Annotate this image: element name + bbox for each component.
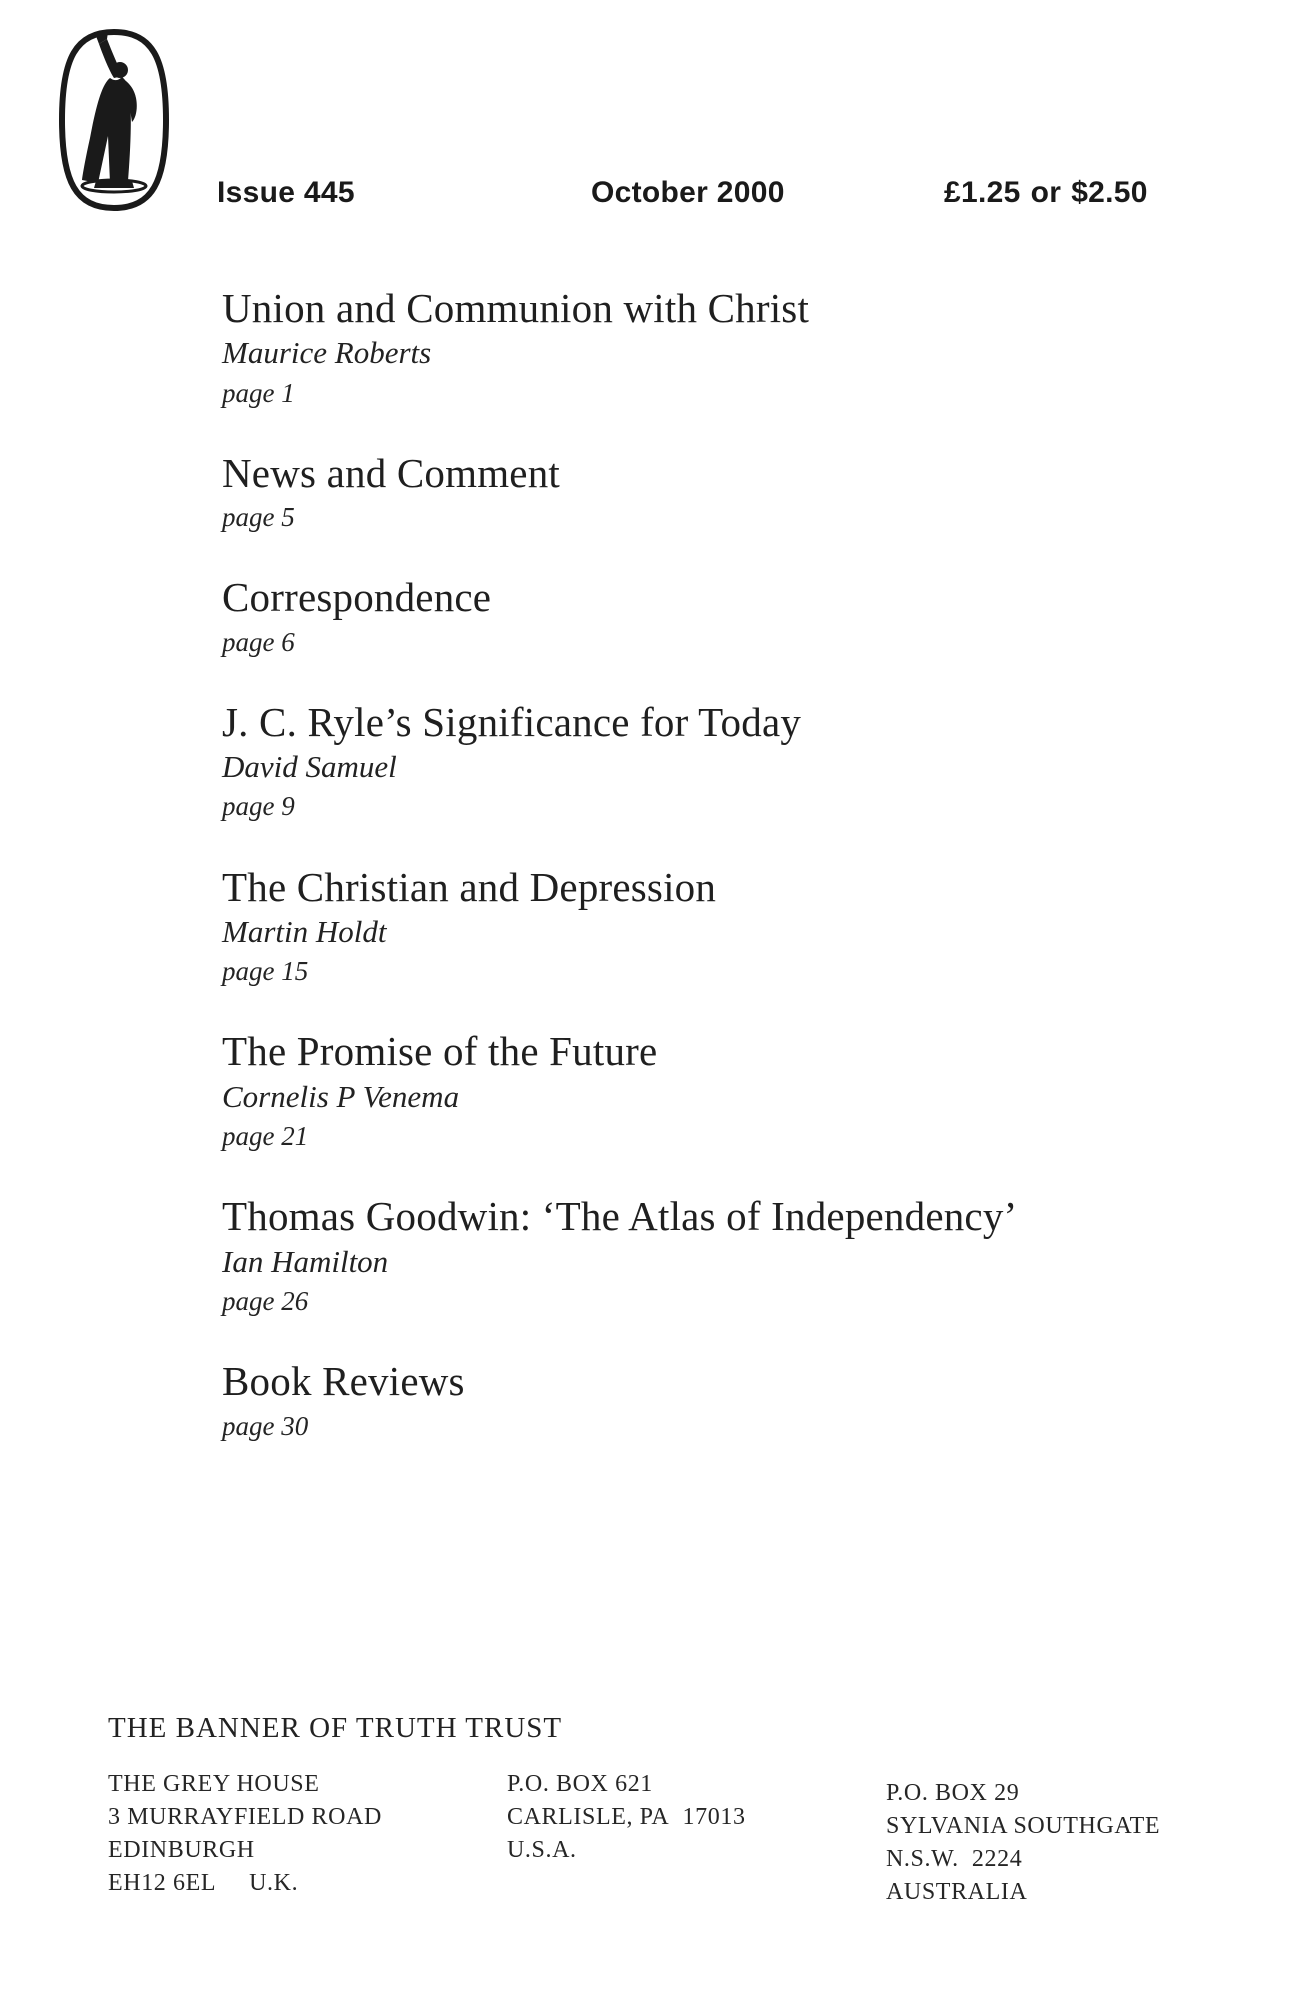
article-page-ref: page 30: [222, 1410, 309, 1441]
address-line: U.S.A.: [507, 1837, 577, 1863]
toc-entry: [222, 1194, 1182, 1317]
toc-entry: [222, 451, 1182, 533]
address-usa: [507, 1768, 746, 1867]
address-line: EH12 6EL U.K.: [108, 1870, 299, 1896]
toc-entry: [222, 865, 1182, 988]
issue-date: October 2000: [591, 176, 785, 209]
toc-entry: [222, 1029, 1182, 1152]
article-author: Cornelis P Venema: [222, 1078, 460, 1114]
article-page-ref: page 15: [222, 956, 309, 987]
article-page-ref: page 6: [222, 626, 295, 657]
article-page-ref: page 9: [222, 791, 295, 822]
price: [944, 176, 1148, 210]
article-author: Martin Holdt: [222, 913, 387, 949]
article-author: Ian Hamilton: [222, 1243, 389, 1279]
toc-entry: [222, 286, 1182, 409]
toc-entry: [222, 700, 1182, 823]
address-line: SYLVANIA SOUTHGATE: [886, 1813, 1161, 1839]
address-line: N.S.W. 2224: [886, 1846, 1023, 1872]
article-title: The Promise of the Future: [222, 1028, 658, 1075]
address-uk: [108, 1768, 382, 1900]
article-title: Correspondence: [222, 574, 492, 621]
article-title: Union and Communion with Christ: [222, 285, 810, 331]
article-page-ref: page 26: [222, 1286, 309, 1317]
price-pound: £1.25: [944, 176, 1021, 209]
article-page-ref: page 21: [222, 1121, 309, 1152]
toc-list: [222, 286, 1182, 1484]
article-title: The Christian and Depression: [222, 863, 717, 910]
article-title: Book Reviews: [222, 1358, 465, 1405]
publisher-name: THE BANNER OF TRUTH TRUST: [108, 1712, 563, 1744]
article-title: Thomas Goodwin: ‘The Atlas of Independency’: [222, 1193, 1018, 1240]
price-or: or: [1030, 176, 1062, 209]
toc-entry: [222, 1359, 1182, 1441]
preacher-emblem-logo: [52, 26, 176, 214]
address-line: P.O. BOX 621: [507, 1771, 653, 1797]
article-title: J. C. Ryle’s Significance for Today: [222, 698, 802, 745]
address-australia: [886, 1777, 1160, 1909]
article-page-ref: page 5: [222, 502, 295, 533]
address-line: CARLISLE, PA 17013: [507, 1804, 746, 1830]
price-dollar: $2.50: [1071, 176, 1148, 209]
address-line: THE GREY HOUSE: [108, 1771, 320, 1797]
article-title: News and Comment: [222, 449, 560, 496]
issue-number: Issue 445: [217, 176, 355, 209]
address-line: AUSTRALIA: [886, 1879, 1028, 1905]
toc-entry: [222, 575, 1182, 657]
address-line: EDINBURGH: [108, 1837, 255, 1863]
article-author: Maurice Roberts: [222, 335, 432, 371]
address-line: 3 MURRAYFIELD ROAD: [108, 1804, 382, 1830]
address-line: P.O. BOX 29: [886, 1780, 1020, 1806]
article-page-ref: page 1: [222, 377, 295, 408]
article-author: David Samuel: [222, 748, 397, 784]
